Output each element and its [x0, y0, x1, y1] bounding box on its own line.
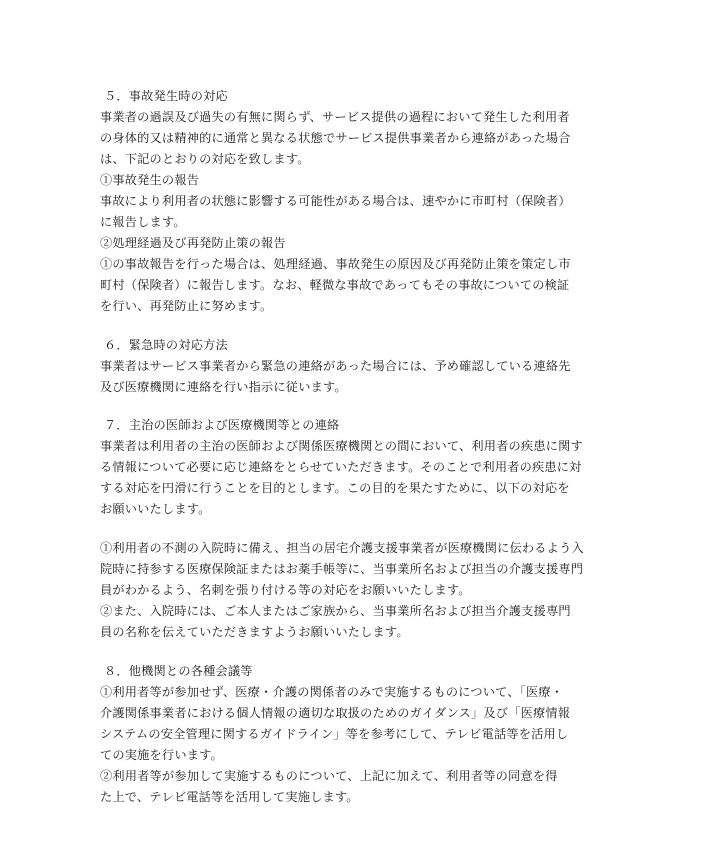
section-7-body-line: 事業者は利用者の主治の医師および関係医療機関との間において、利用者の疾患に関す [100, 439, 583, 453]
section-8-heading: ８．他機関との各種会議等 [104, 664, 253, 678]
section-accident-response [100, 86, 620, 317]
subsection-accident-report-line: に報告します。 [100, 215, 186, 229]
section-8-item-2-line: た上で、テレビ電話等を活用して実施します。 [100, 790, 359, 804]
section-emergency-response [100, 335, 620, 398]
section-7-heading: ７．主治の医師および医療機関等との連絡 [104, 418, 340, 432]
section-8-item-1-line: システムの安全管理に関するガイドライン」等を参考にして、テレビ電話等を活用し [100, 727, 569, 741]
subsection-accident-report-line: 事故により利用者の状態に影響する可能性がある場合は、速やかに市町村（保険者） [100, 194, 571, 208]
section-other-agency-meetings [100, 661, 620, 808]
section-8-item-1-line: ての実施を行います。 [100, 748, 223, 762]
section-7-item-1-line: ①利用者の不測の入院時に備え、担当の居宅介護支援事業者が医療機関に伝わるよう入 [100, 541, 584, 555]
section-8-item-1-line: ①利用者等が参加せず、医療・介護の関係者のみで実施するものについて、「医療・ [100, 685, 564, 699]
subsection-prevention-report-title: ②処理経過及び再発防止策の報告 [100, 236, 286, 250]
section-physician-contact [100, 415, 620, 643]
section-8-item-2-line: ②利用者等が参加して実施するものについて、上記に加えて、利用者等の同意を得 [100, 769, 558, 783]
section-7-item-2-line: 員の名称を伝えていただきますようお願いいたします。 [100, 625, 409, 639]
section-7-body-line: る情報について必要に応じ連絡をとらせていただきます。そのことで利用者の疾患に対 [100, 460, 582, 474]
subsection-prevention-report-line: を行い、再発防止に努めます。 [100, 299, 273, 313]
section-8-item-1-line: 介護関係事業者における個人情報の適切な取扱のためのガイダンス」及び「医療情報 [100, 706, 571, 720]
subsection-accident-report-title: ①事故発生の報告 [100, 173, 200, 187]
section-6-body-line: 事業者はサービス事業者から緊急の連絡があった場合には、予め確認している連絡先 [100, 359, 571, 373]
section-6-body-line: 及び医療機関に連絡を行い指示に従います。 [100, 380, 347, 394]
section-7-item-1-line: 員がわかるよう、名刺を張り付ける等の対応をお願いいたします。 [100, 583, 471, 597]
subsection-prevention-report-line: 町村（保険者）に報告します。なお、軽微な事故であってもその事故についての検証 [100, 278, 570, 292]
section-5-heading: ５．事故発生時の対応 [104, 89, 228, 103]
section-7-item-2-line: ②また、入院時には、ご本人またはご家族から、当事業所名および担当介護支援専門 [100, 604, 571, 618]
section-7-item-1-line: 院時に持参する医療保険証またはお薬手帳等に、当事業所名および担当の介護支援専門 [100, 562, 584, 576]
section-5-intro-line: 事業者の過誤及び過失の有無に関らず、サービス提供の過程において発生した利用者 [100, 110, 570, 124]
section-7-body-line: する対応を円滑に行うことを目的とします。この目的を果たすために、以下の対応を [100, 481, 570, 495]
section-5-intro-line: は、下記のとおりの対応を致します。 [100, 152, 310, 166]
section-5-intro-line: の身体的又は精神的に通常と異なる状態でサービス提供事業者から連絡があった場合 [100, 131, 571, 145]
section-7-body-line: お願いいたします。 [100, 502, 211, 516]
section-6-heading: ６．緊急時の対応方法 [104, 338, 228, 352]
subsection-prevention-report-line: ①の事故報告を行った場合は、処理経過、事故発生の原因及び再発防止策を策定し市 [100, 257, 571, 271]
document-page [100, 86, 620, 808]
